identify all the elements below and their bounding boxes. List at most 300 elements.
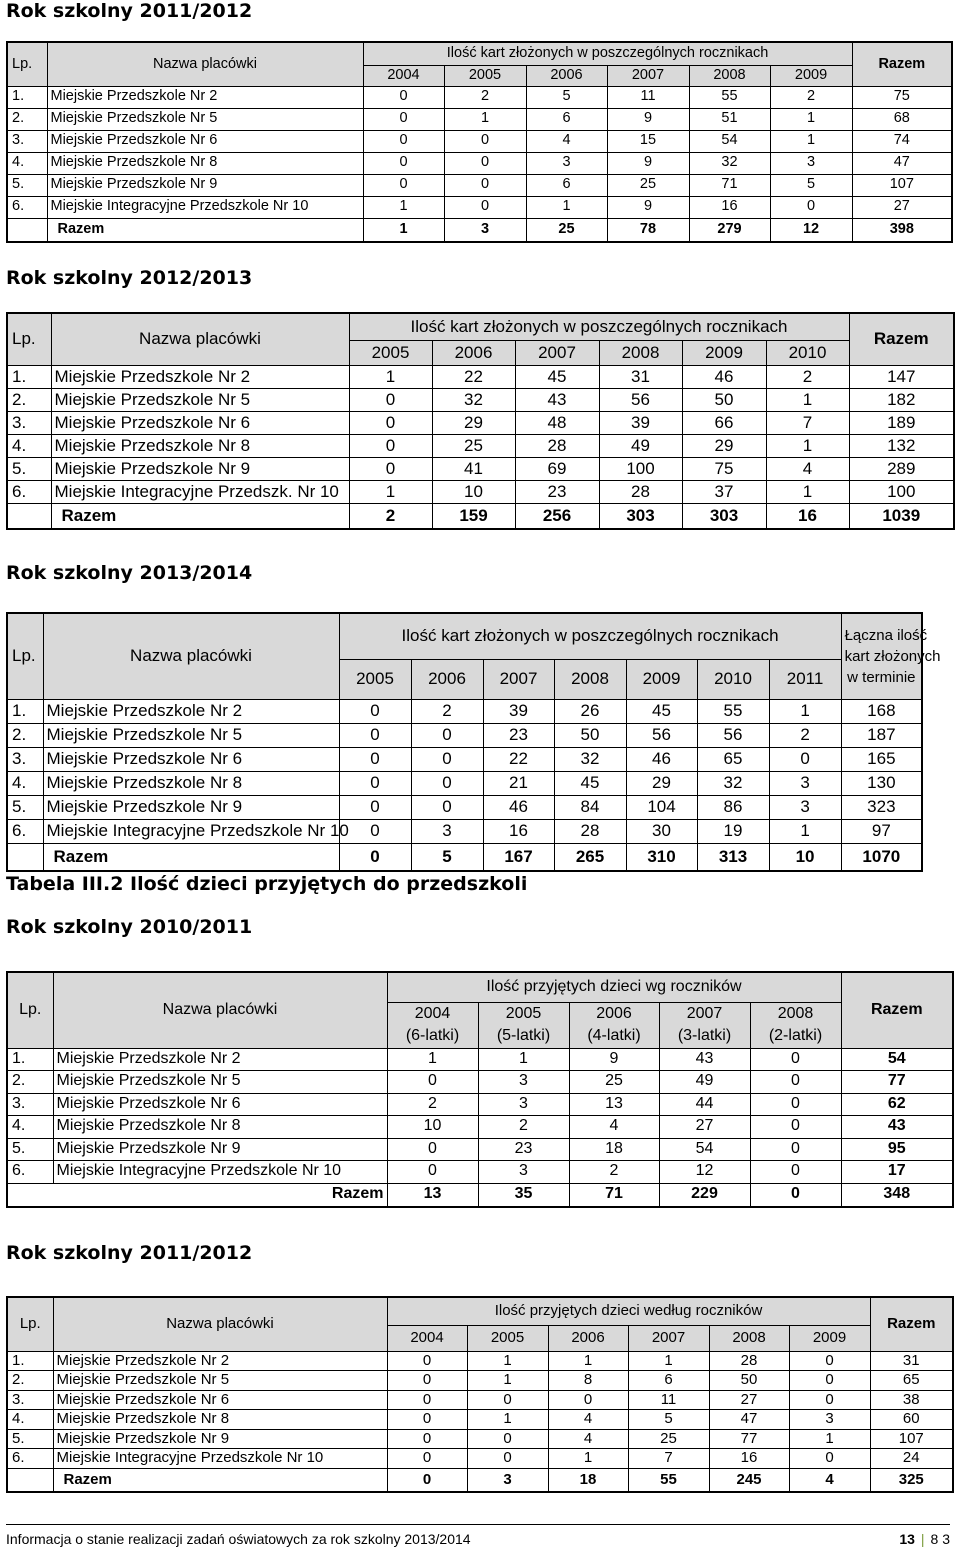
institution-name: Miejskie Przedszkole Nr 6 [47, 130, 363, 152]
value-cell: 3 [789, 1410, 870, 1430]
row-number: 4. [7, 152, 47, 174]
row-total: 100 [849, 480, 954, 503]
table-row [7, 388, 954, 411]
value-cell: 56 [626, 723, 697, 747]
lp-header: Lp. [7, 613, 43, 699]
table-row [7, 130, 952, 152]
value-cell: 28 [709, 1351, 789, 1371]
value-cell: 0 [363, 130, 444, 152]
value-cell: 28 [554, 819, 626, 843]
value-cell: 25 [607, 174, 689, 196]
table-row [7, 1161, 953, 1184]
row-total: 27 [852, 196, 952, 218]
value-cell: 1 [769, 819, 841, 843]
sum-value: 55 [628, 1468, 709, 1492]
year-header: 2007 [607, 65, 689, 86]
section-heading-2011-2012-admitted: Rok szkolny 2011/2012 [6, 1242, 253, 1264]
value-cell: 1 [467, 1351, 548, 1371]
row-total: 97 [841, 819, 922, 843]
sum-value: 18 [548, 1468, 628, 1492]
institution-name: Miejskie Przedszkole Nr 6 [43, 747, 339, 771]
value-cell: 1 [444, 108, 526, 130]
value-cell: 2 [387, 1093, 478, 1116]
value-cell: 0 [339, 747, 411, 771]
value-cell: 50 [554, 723, 626, 747]
row-number: 1. [7, 86, 47, 108]
institution-name: Miejskie Przedszkole Nr 5 [53, 1071, 387, 1094]
row-number: 5. [7, 457, 51, 480]
value-cell: 29 [682, 434, 766, 457]
value-cell: 31 [599, 365, 682, 388]
row-total: 168 [841, 699, 922, 723]
value-cell: 50 [682, 388, 766, 411]
year-header [387, 1002, 478, 1048]
row-number: 2. [7, 1371, 53, 1391]
value-cell: 0 [349, 411, 432, 434]
value-cell: 0 [750, 1048, 841, 1071]
value-cell: 2 [766, 365, 849, 388]
value-cell: 5 [526, 86, 607, 108]
group-header: Ilość przyjętych dzieci wg roczników [387, 972, 841, 1002]
value-cell: 11 [607, 86, 689, 108]
institution-name: Miejskie Przedszkole Nr 8 [53, 1410, 387, 1430]
value-cell: 55 [689, 86, 770, 108]
sum-label: Razem [7, 1183, 387, 1207]
value-cell: 27 [659, 1116, 750, 1139]
year-header: 2008 [689, 65, 770, 86]
value-cell: 1 [770, 108, 852, 130]
value-cell: 3 [769, 795, 841, 819]
year-header: 2009 [626, 659, 697, 699]
row-number: 1. [7, 365, 51, 388]
value-cell: 1 [478, 1048, 569, 1071]
row-number: 4. [7, 1410, 53, 1430]
value-cell: 1 [766, 434, 849, 457]
sum-value: 265 [554, 843, 626, 871]
value-cell: 45 [626, 699, 697, 723]
year-header: 2006 [526, 65, 607, 86]
table-row [7, 747, 922, 771]
row-number: 5. [7, 1138, 53, 1161]
sum-value: 16 [766, 503, 849, 529]
table-row [7, 457, 954, 480]
institution-name: Miejskie Integracyjne Przedszkole Nr 10 [47, 196, 363, 218]
value-cell: 5 [770, 174, 852, 196]
value-cell: 0 [750, 1071, 841, 1094]
value-cell: 65 [697, 747, 769, 771]
value-cell: 0 [339, 723, 411, 747]
value-cell: 0 [789, 1449, 870, 1469]
value-cell: 49 [599, 434, 682, 457]
row-total: 65 [870, 1371, 953, 1391]
sum-value: 313 [697, 843, 769, 871]
value-cell: 0 [387, 1429, 467, 1449]
value-cell: 26 [554, 699, 626, 723]
value-cell: 0 [339, 771, 411, 795]
lp-header: Lp. [7, 972, 53, 1048]
value-cell: 1 [526, 196, 607, 218]
value-cell: 27 [709, 1390, 789, 1410]
institution-name: Miejskie Przedszkole Nr 5 [43, 723, 339, 747]
year-header: 2005 [339, 659, 411, 699]
value-cell: 0 [387, 1410, 467, 1430]
value-cell: 55 [697, 699, 769, 723]
value-cell: 66 [682, 411, 766, 434]
value-cell: 0 [349, 434, 432, 457]
value-cell: 49 [659, 1071, 750, 1094]
table-row [7, 196, 952, 218]
value-cell: 25 [432, 434, 515, 457]
year-header [659, 1002, 750, 1048]
table-row [7, 365, 954, 388]
institution-name: Miejskie Przedszkole Nr 2 [47, 86, 363, 108]
value-cell: 23 [483, 723, 554, 747]
row-number: 5. [7, 795, 43, 819]
value-cell: 28 [599, 480, 682, 503]
table-row [7, 1429, 953, 1449]
value-cell: 16 [689, 196, 770, 218]
value-cell: 0 [789, 1371, 870, 1391]
value-cell: 0 [750, 1138, 841, 1161]
value-cell: 1 [548, 1351, 628, 1371]
name-header: Nazwa placówki [53, 1297, 387, 1351]
value-cell: 4 [766, 457, 849, 480]
value-cell: 71 [689, 174, 770, 196]
sum-row [7, 1468, 953, 1492]
row-total: 43 [841, 1116, 953, 1139]
value-cell: 10 [387, 1116, 478, 1139]
year-header: 2010 [697, 659, 769, 699]
sum-value: 5 [411, 843, 483, 871]
section-heading-2010-2011: Rok szkolny 2010/2011 [6, 916, 253, 938]
value-cell: 54 [689, 130, 770, 152]
year-header: 2009 [770, 65, 852, 86]
value-cell: 32 [554, 747, 626, 771]
year-header [750, 1002, 841, 1048]
table-row [7, 411, 954, 434]
institution-name: Miejskie Przedszkole Nr 9 [53, 1429, 387, 1449]
value-cell: 0 [363, 86, 444, 108]
table-row [7, 1410, 953, 1430]
row-total: 187 [841, 723, 922, 747]
value-cell: 0 [387, 1371, 467, 1391]
value-cell: 1 [548, 1449, 628, 1469]
institution-name: Miejskie Integracyjne Przedszkole Nr 10 [53, 1449, 387, 1469]
row-total: 289 [849, 457, 954, 480]
table-row [7, 434, 954, 457]
value-cell: 2 [569, 1161, 659, 1184]
value-cell: 21 [483, 771, 554, 795]
row-number: 6. [7, 819, 43, 843]
cards-table-2012-2013 [6, 312, 955, 530]
value-cell: 0 [789, 1351, 870, 1371]
row-total: 130 [841, 771, 922, 795]
year-header: 2006 [548, 1325, 628, 1351]
year-header: 2010 [766, 340, 849, 365]
institution-name: Miejskie Przedszkole Nr 9 [51, 457, 349, 480]
institution-name: Miejskie Przedszkole Nr 8 [51, 434, 349, 457]
value-cell: 4 [526, 130, 607, 152]
value-cell: 0 [770, 196, 852, 218]
value-cell: 1 [349, 365, 432, 388]
value-cell: 9 [569, 1048, 659, 1071]
total-header-line-3: w terminie [847, 668, 916, 686]
year-header: 2006 [411, 659, 483, 699]
year-header: 2009 [789, 1325, 870, 1351]
institution-name: Miejskie Przedszkole Nr 2 [53, 1048, 387, 1071]
value-cell: 86 [697, 795, 769, 819]
value-cell: 11 [628, 1390, 709, 1410]
name-header: Nazwa placówki [51, 313, 349, 365]
sum-label: Razem [47, 218, 363, 242]
value-cell: 0 [444, 152, 526, 174]
institution-name: Miejskie Przedszkole Nr 6 [53, 1093, 387, 1116]
row-total: 62 [841, 1093, 953, 1116]
page-separator: | [920, 1531, 925, 1547]
year-header: 2008 [709, 1325, 789, 1351]
value-cell: 22 [483, 747, 554, 771]
value-cell: 0 [387, 1390, 467, 1410]
value-cell: 3 [769, 771, 841, 795]
year-header: 2006 [432, 340, 515, 365]
value-cell: 48 [515, 411, 599, 434]
value-cell: 3 [411, 819, 483, 843]
value-cell: 39 [483, 699, 554, 723]
row-total: 77 [841, 1071, 953, 1094]
year-header: 2007 [483, 659, 554, 699]
institution-name: Miejskie Przedszkole Nr 8 [43, 771, 339, 795]
sum-row [7, 218, 952, 242]
row-number: 2. [7, 723, 43, 747]
total-header-line-1: Łączna ilość [844, 626, 928, 644]
table-row [7, 1093, 953, 1116]
year-header: 2008 [599, 340, 682, 365]
value-cell: 37 [682, 480, 766, 503]
value-cell: 3 [526, 152, 607, 174]
year-header: 2007 [628, 1325, 709, 1351]
row-number: 3. [7, 411, 51, 434]
lp-header: Lp. [7, 1297, 53, 1351]
cards-table-2011-2012 [6, 41, 953, 243]
value-cell: 30 [626, 819, 697, 843]
value-cell: 46 [682, 365, 766, 388]
table-row [7, 152, 952, 174]
value-cell: 3 [478, 1093, 569, 1116]
row-total: 47 [852, 152, 952, 174]
value-cell: 16 [709, 1449, 789, 1469]
table-row [7, 819, 922, 843]
value-cell: 6 [526, 174, 607, 196]
row-number: 4. [7, 1116, 53, 1139]
row-number: 5. [7, 1429, 53, 1449]
year-label: 2008 [777, 1005, 814, 1023]
value-cell: 0 [411, 795, 483, 819]
value-cell: 1 [387, 1048, 478, 1071]
value-cell: 9 [607, 152, 689, 174]
value-cell: 2 [411, 699, 483, 723]
institution-name: Miejskie Przedszkole Nr 2 [43, 699, 339, 723]
year-label: 2004 [414, 1005, 451, 1023]
sum-value: 0 [339, 843, 411, 871]
institution-name: Miejskie Integracyjne Przedszk. Nr 10 [51, 480, 349, 503]
row-number: 4. [7, 771, 43, 795]
value-cell: 9 [607, 108, 689, 130]
sum-label: Razem [43, 843, 339, 871]
value-cell: 2 [444, 86, 526, 108]
value-cell: 1 [766, 480, 849, 503]
name-header: Nazwa placówki [43, 613, 339, 699]
sum-label: Razem [53, 1468, 387, 1492]
value-cell: 0 [363, 152, 444, 174]
total-header: Razem [870, 1297, 953, 1351]
value-cell: 0 [467, 1449, 548, 1469]
value-cell: 45 [554, 771, 626, 795]
value-cell: 32 [689, 152, 770, 174]
year-header: 2009 [682, 340, 766, 365]
value-cell: 32 [697, 771, 769, 795]
value-cell: 0 [467, 1429, 548, 1449]
value-cell: 2 [770, 86, 852, 108]
value-cell: 100 [599, 457, 682, 480]
institution-name: Miejskie Integracyjne Przedszkole Nr 10 [53, 1161, 387, 1184]
institution-name: Miejskie Przedszkole Nr 5 [53, 1371, 387, 1391]
table-row [7, 795, 922, 819]
row-total: 54 [841, 1048, 953, 1071]
value-cell: 29 [626, 771, 697, 795]
row-number: 2. [7, 388, 51, 411]
value-cell: 0 [750, 1161, 841, 1184]
value-cell: 0 [363, 108, 444, 130]
row-total: 132 [849, 434, 954, 457]
value-cell: 7 [628, 1449, 709, 1469]
table-row [7, 1390, 953, 1410]
value-cell: 1 [770, 130, 852, 152]
value-cell: 56 [599, 388, 682, 411]
age-label: (4-latki) [587, 1027, 641, 1044]
row-total: 24 [870, 1449, 953, 1469]
year-header: 2005 [467, 1325, 548, 1351]
sum-value: 159 [432, 503, 515, 529]
table-row [7, 480, 954, 503]
sum-value: 310 [626, 843, 697, 871]
value-cell: 44 [659, 1093, 750, 1116]
value-cell: 41 [432, 457, 515, 480]
age-label: (6-latki) [405, 1027, 460, 1044]
value-cell: 4 [548, 1429, 628, 1449]
table-row [7, 1138, 953, 1161]
value-cell: 18 [569, 1138, 659, 1161]
blank-cell [7, 843, 43, 871]
table-row [7, 1449, 953, 1469]
year-header: 2004 [363, 65, 444, 86]
value-cell: 8 [548, 1371, 628, 1391]
row-total: 75 [852, 86, 952, 108]
value-cell: 1 [769, 699, 841, 723]
sum-label: Razem [51, 503, 349, 529]
row-number: 3. [7, 1390, 53, 1410]
institution-name: Miejskie Przedszkole Nr 9 [43, 795, 339, 819]
row-total: 74 [852, 130, 952, 152]
total-header: Razem [841, 972, 953, 1048]
section-heading-2013-2014: Rok szkolny 2013/2014 [6, 562, 253, 584]
row-number: 6. [7, 1449, 53, 1469]
year-header: 2005 [349, 340, 432, 365]
row-total: 182 [849, 388, 954, 411]
sum-value: 279 [689, 218, 770, 242]
value-cell: 0 [339, 819, 411, 843]
institution-name: Miejskie Przedszkole Nr 5 [51, 388, 349, 411]
value-cell: 16 [483, 819, 554, 843]
value-cell: 0 [467, 1390, 548, 1410]
table-row [7, 1116, 953, 1139]
value-cell: 9 [607, 196, 689, 218]
total-pages: 8 3 [930, 1531, 950, 1547]
lp-header: Lp. [7, 42, 47, 86]
sum-value: 13 [387, 1183, 478, 1207]
value-cell: 0 [363, 174, 444, 196]
value-cell: 0 [411, 747, 483, 771]
value-cell: 4 [548, 1410, 628, 1430]
value-cell: 6 [628, 1371, 709, 1391]
sum-value: 2 [349, 503, 432, 529]
sum-value: 10 [769, 843, 841, 871]
value-cell: 6 [526, 108, 607, 130]
cards-table-2013-2014 [6, 612, 941, 872]
blank-cell [7, 1468, 53, 1492]
total-header: Razem [849, 313, 954, 365]
value-cell: 5 [628, 1410, 709, 1430]
table-row [7, 699, 922, 723]
value-cell: 0 [387, 1351, 467, 1371]
row-number: 2. [7, 108, 47, 130]
row-number: 6. [7, 1161, 53, 1184]
value-cell: 1 [467, 1371, 548, 1391]
institution-name: Miejskie Przedszkole Nr 9 [53, 1138, 387, 1161]
table-row [7, 174, 952, 196]
row-total: 17 [841, 1161, 953, 1184]
sum-value: 3 [444, 218, 526, 242]
sum-value: 35 [478, 1183, 569, 1207]
value-cell: 69 [515, 457, 599, 480]
value-cell: 1 [467, 1410, 548, 1430]
table-row [7, 108, 952, 130]
row-number: 6. [7, 196, 47, 218]
row-number: 5. [7, 174, 47, 196]
value-cell: 1 [349, 480, 432, 503]
value-cell: 3 [478, 1161, 569, 1184]
sum-value: 245 [709, 1468, 789, 1492]
value-cell: 3 [770, 152, 852, 174]
page-footer [6, 1524, 950, 1547]
institution-name: Miejskie Przedszkole Nr 8 [53, 1116, 387, 1139]
value-cell: 29 [432, 411, 515, 434]
row-number: 1. [7, 699, 43, 723]
value-cell: 104 [626, 795, 697, 819]
sum-value: 256 [515, 503, 599, 529]
row-total: 31 [870, 1351, 953, 1371]
row-number: 3. [7, 747, 43, 771]
year-header: 2008 [554, 659, 626, 699]
row-total: 107 [852, 174, 952, 196]
table-row [7, 1371, 953, 1391]
row-total: 323 [841, 795, 922, 819]
value-cell: 0 [444, 174, 526, 196]
value-cell: 0 [444, 130, 526, 152]
value-cell: 22 [432, 365, 515, 388]
value-cell: 77 [709, 1429, 789, 1449]
value-cell: 0 [548, 1390, 628, 1410]
value-cell: 43 [659, 1048, 750, 1071]
